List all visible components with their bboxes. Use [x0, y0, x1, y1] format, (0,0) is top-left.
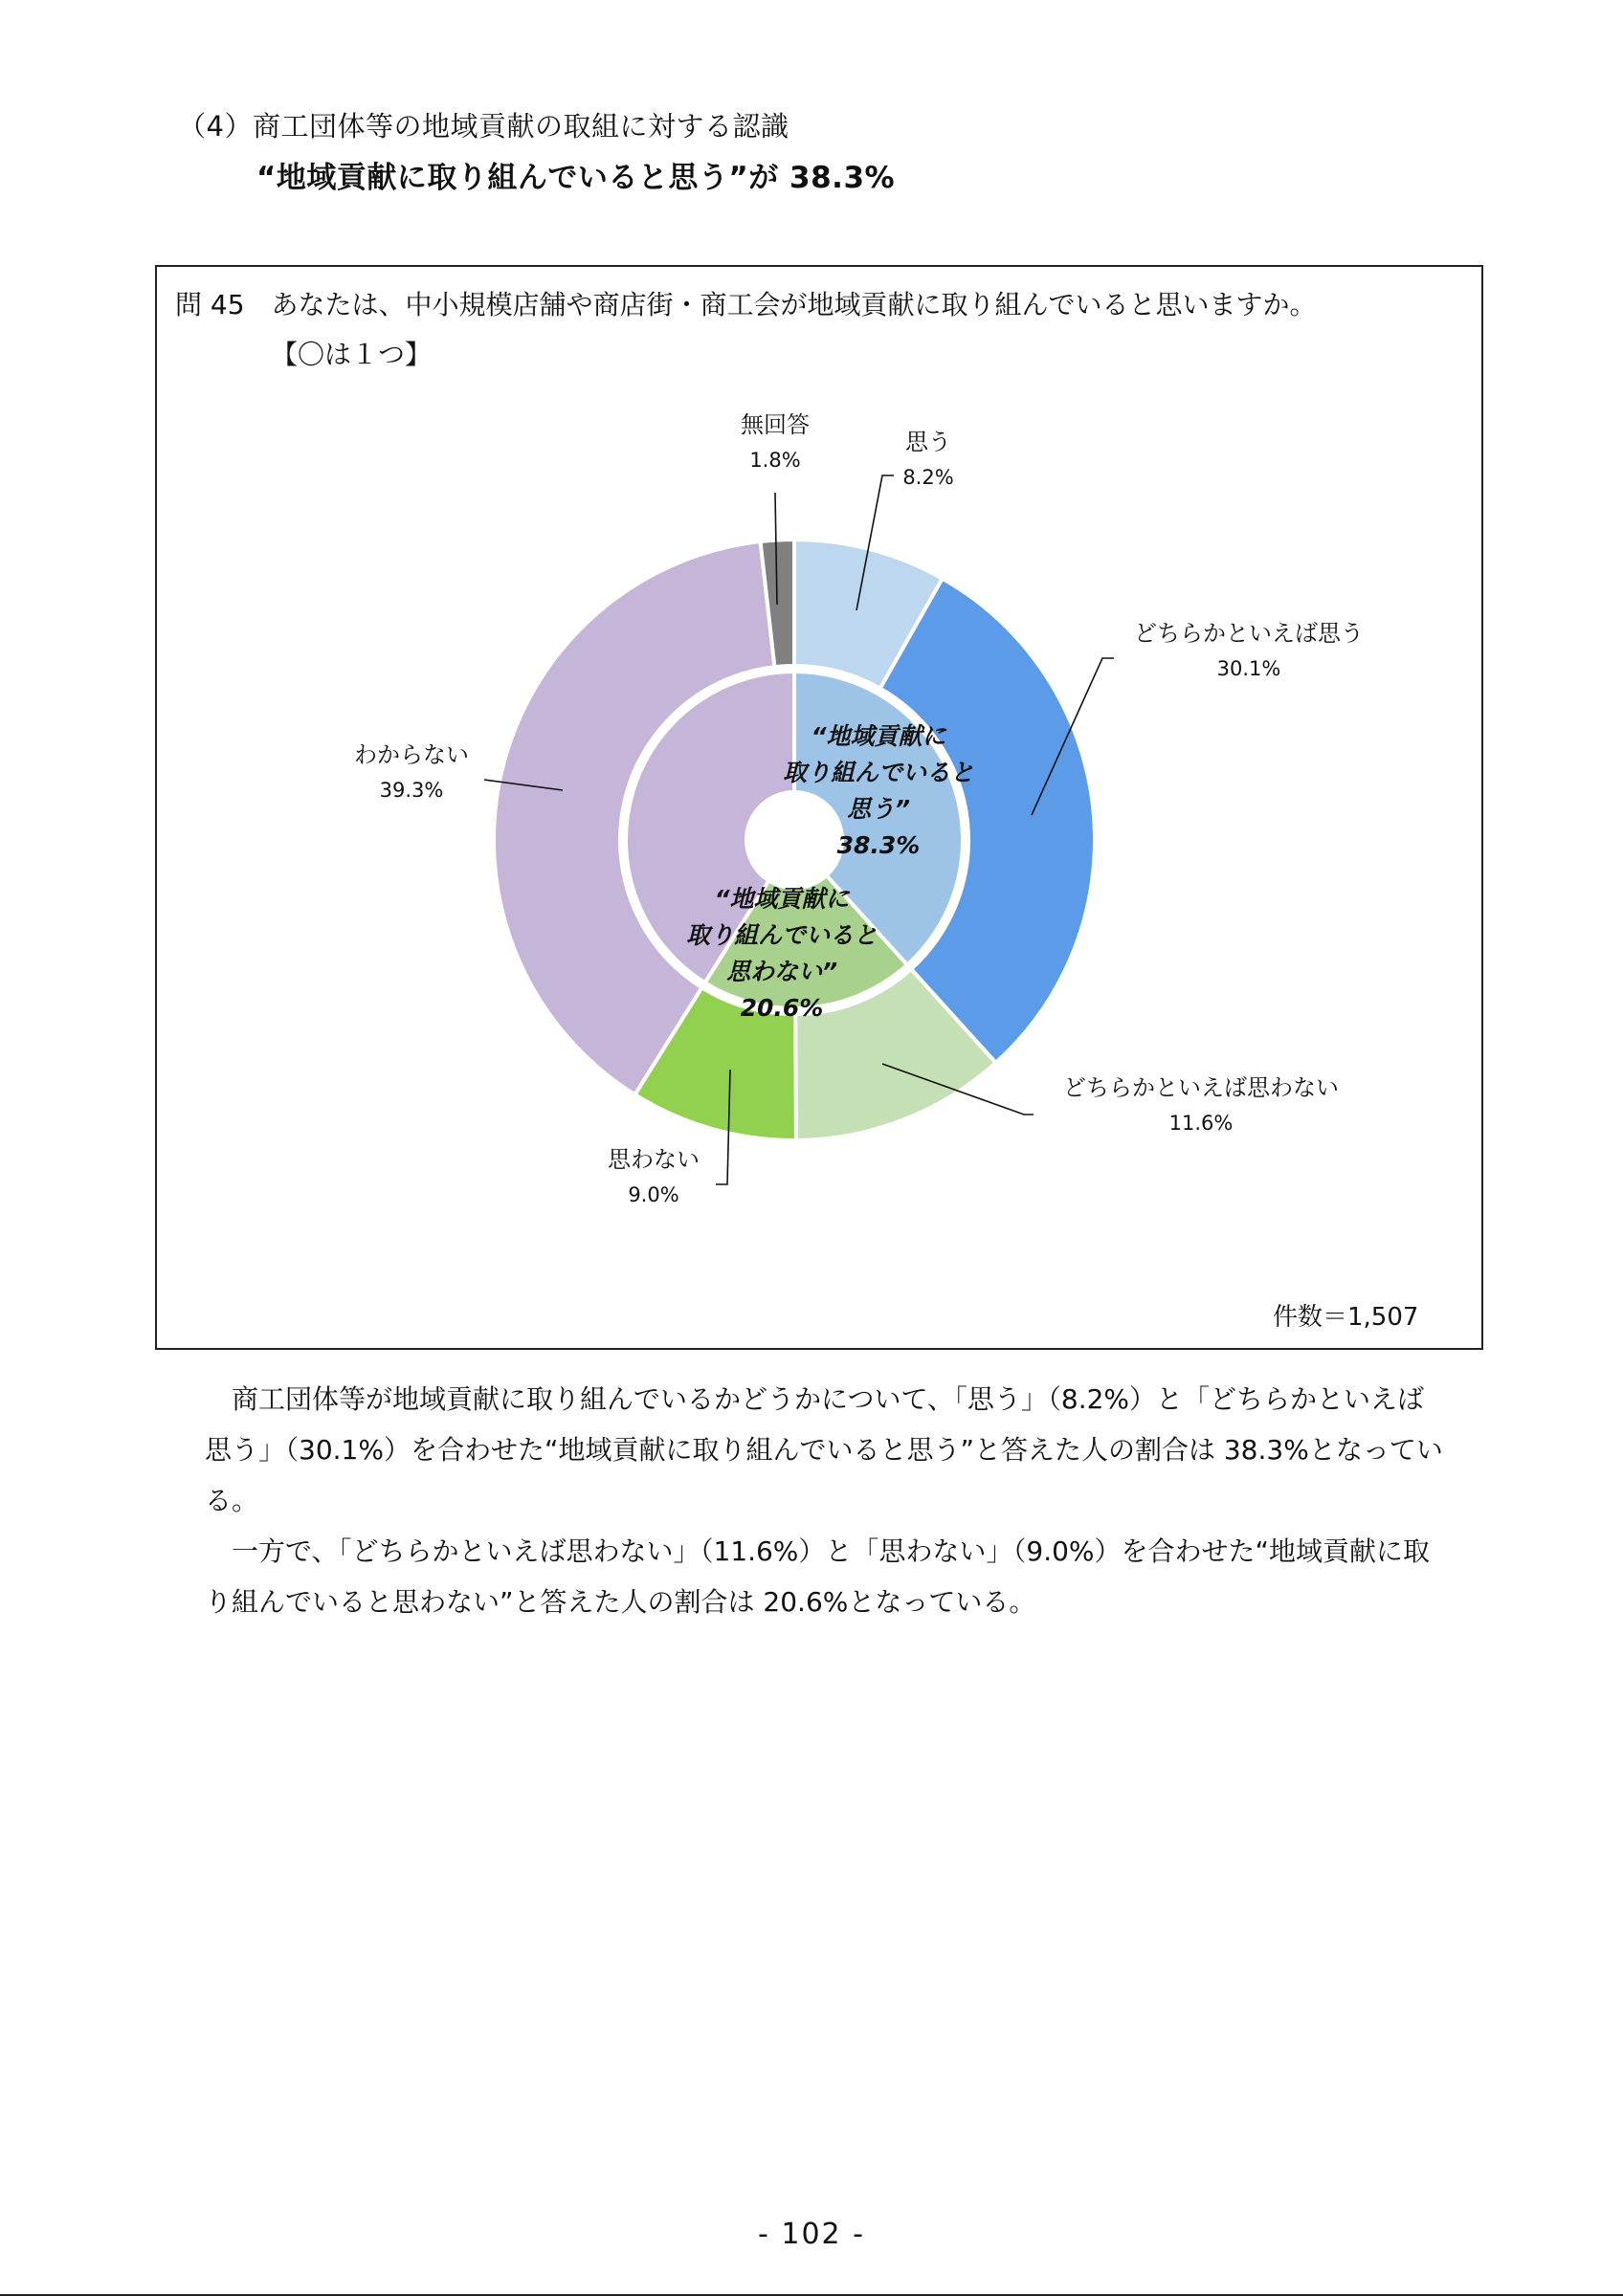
outer-label-name-5: 無回答: [741, 411, 810, 438]
inner-label-line-0-0: “地域貢献に: [811, 722, 946, 750]
inner-label-line-1-2: 思わない”: [725, 958, 838, 985]
answer-instruction: 【〇は１つ】: [271, 339, 433, 370]
outer-label-name-4: わからない: [354, 741, 469, 768]
sample-count: 件数＝1,507: [1273, 1303, 1419, 1332]
outer-label-value-0: 8.2%: [902, 466, 954, 489]
body-paragraph-2: 一方で、「どちらかといえば思わない」（11.6%）と「思わない」（9.0%）を合わせた“地域貢献に取り組んでいると思わない”と答えた人の割合は 20.6%となっている。: [205, 1535, 1431, 1618]
page-number: - 102 -: [758, 2218, 865, 2251]
inner-label-value-0: 38.3%: [836, 831, 921, 859]
inner-label-line-0-1: 取り組んでいると: [782, 759, 975, 786]
outer-label-value-2: 11.6%: [1168, 1112, 1234, 1135]
inner-label-line-1-1: 取り組んでいると: [685, 921, 878, 949]
outer-label-name-2: どちらかといえば思わない: [1063, 1074, 1339, 1101]
outer-label-value-4: 39.3%: [379, 779, 444, 802]
outer-label-value-3: 9.0%: [628, 1183, 679, 1206]
section-headline: “地域貢献に取り組んでいると思う”が 38.3%: [256, 161, 896, 195]
outer-label-name-0: 思う: [905, 429, 951, 455]
section-heading: （4）商工団体等の地域貢献の取組に対する認識: [178, 110, 789, 143]
inner-label-value-1: 20.6%: [740, 994, 824, 1022]
outer-label-name-3: 思わない: [608, 1146, 700, 1173]
inner-label-line-1-0: “地域貢献に: [714, 885, 850, 913]
outer-label-value-1: 30.1%: [1216, 657, 1281, 680]
body-paragraph-1: 商工団体等が地域貢献に取り組んでいるかどうかについて、「思う」（8.2%）と「どちらかといえば思う」（30.1%）を合わせた“地域貢献に取り組んでいると思う”と答えた人の割合は 38.3%となっている。: [205, 1383, 1443, 1516]
inner-label-line-0-2: 思う”: [846, 795, 911, 823]
outer-label-value-5: 1.8%: [749, 449, 801, 472]
outer-label-name-1: どちらかといえば思う: [1134, 620, 1364, 647]
question-text: 問 45 あなたは、中小規模店舗や商店街・商工会が地域貢献に取り組んでいると思いますか。: [175, 289, 1317, 320]
